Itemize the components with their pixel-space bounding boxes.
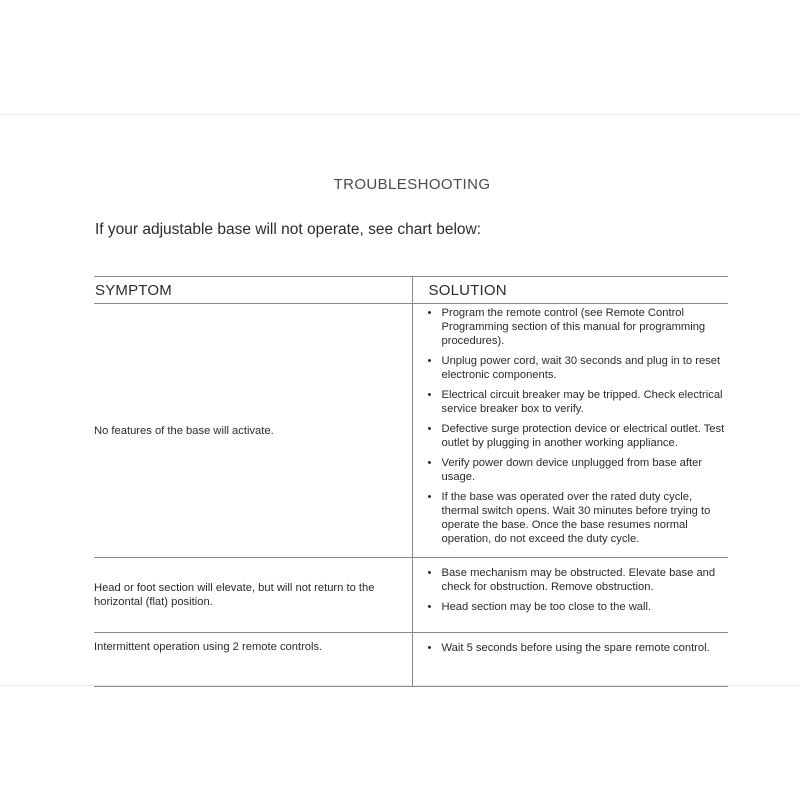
troubleshooting-table (94, 276, 728, 687)
bullet-icon: • (427, 457, 432, 469)
symptom-column-header: SYMPTOM (94, 277, 412, 304)
solution-cell (412, 304, 728, 558)
symptom-cell: Head or foot section will elevate, but will not return to the horizontal (flat) position. (94, 558, 412, 633)
solution-list (427, 566, 729, 614)
table-row (94, 304, 728, 558)
solution-text: If the base was operated over the rated duty cycle, thermal switch opens. Wait 30 minutes before trying to operate the base. Once the base resumes normal operation, do not exceed the duty cycle. (441, 491, 711, 545)
page-title: TROUBLESHOOTING (333, 176, 491, 193)
solution-item (427, 422, 729, 450)
bullet-icon: • (427, 307, 432, 319)
solution-text: Program the remote control (see Remote Control Programming section of this manual for programming procedures). (441, 307, 706, 347)
bullet-icon: • (427, 601, 432, 613)
solution-item (427, 354, 729, 382)
bullet-icon: • (427, 355, 432, 367)
table-row (94, 558, 728, 633)
solution-text: Unplug power cord, wait 30 seconds and plug in to reset electronic components. (441, 355, 721, 381)
bullet-icon: • (427, 642, 432, 654)
solution-list (427, 641, 729, 655)
solution-item (427, 306, 729, 348)
solution-text: Verify power down device unplugged from base after usage. (441, 457, 703, 483)
bullet-icon: • (427, 423, 432, 435)
solution-item (427, 388, 729, 416)
solution-text: Electrical circuit breaker may be tripped. Check electrical service breaker box to verify. (441, 389, 723, 415)
symptom-cell: Intermittent operation using 2 remote controls. (94, 633, 412, 687)
bullet-icon: • (427, 389, 432, 401)
solution-item (427, 456, 729, 484)
solution-cell (412, 558, 728, 633)
solution-text: Base mechanism may be obstructed. Elevate base and check for obstruction. Remove obstruction. (441, 567, 716, 593)
solution-text: Wait 5 seconds before using the spare remote control. (441, 642, 710, 654)
bullet-icon: • (427, 491, 432, 503)
solution-text: Defective surge protection device or electrical outlet. Test outlet by plugging in another working appliance. (441, 423, 725, 449)
table-row (94, 633, 728, 687)
intro-text: If your adjustable base will not operate, see chart below: (95, 221, 482, 238)
solution-column-header: SOLUTION (412, 277, 728, 304)
bullet-icon: • (427, 567, 432, 579)
solution-cell (412, 633, 728, 687)
solution-item (427, 490, 729, 546)
solution-item (427, 566, 729, 594)
solution-item (427, 641, 729, 655)
table-header-row (94, 277, 728, 304)
solution-list (427, 306, 729, 546)
solution-item (427, 600, 729, 614)
symptom-cell: No features of the base will activate. (94, 304, 412, 558)
solution-text: Head section may be too close to the wall. (441, 601, 652, 613)
